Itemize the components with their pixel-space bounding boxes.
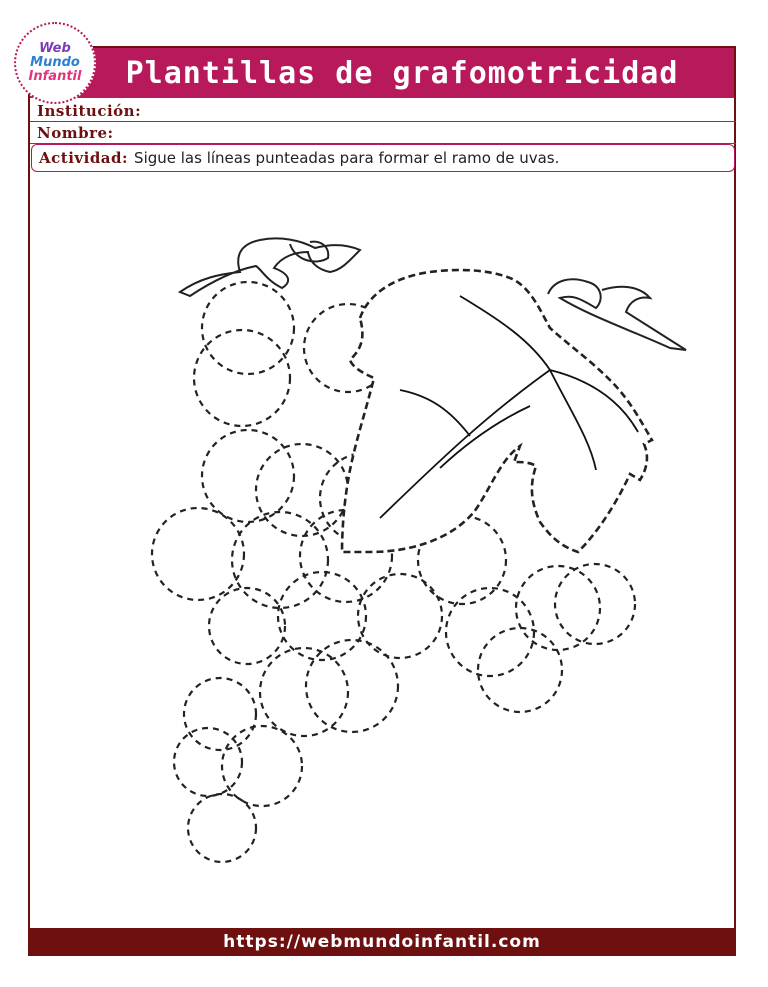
grape-5 — [256, 444, 348, 536]
grape-1 — [202, 282, 294, 374]
grape-23 — [188, 794, 256, 862]
field-actividad — [31, 144, 735, 172]
grape-8 — [232, 512, 328, 608]
grape-4 — [202, 430, 294, 522]
logo — [14, 22, 96, 104]
grape-19 — [260, 648, 348, 736]
field-actividad-text: Sigue las líneas punteadas para formar el ramo de uvas. — [134, 149, 560, 167]
field-nombre-label: Nombre: — [37, 123, 114, 142]
grape-14 — [446, 588, 534, 676]
grape-16 — [555, 564, 635, 644]
grape-7 — [152, 508, 244, 600]
logo-line-web: Web — [39, 41, 71, 56]
footer-url[interactable]: https://webmundoinfantil.com — [223, 932, 541, 952]
header-band — [30, 48, 734, 98]
grape-3 — [194, 330, 290, 426]
page-title: Plantillas de grafomotricidad — [125, 55, 679, 91]
grape-17 — [478, 628, 562, 712]
grape-12 — [358, 574, 442, 658]
logo-line-mundo: Mundo — [30, 55, 80, 70]
logo-line-infantil: Infantil — [28, 69, 82, 84]
field-actividad-label: Actividad: — [39, 149, 129, 167]
footer-band — [28, 928, 736, 956]
grape-20 — [184, 678, 256, 750]
field-institucion[interactable] — [30, 100, 736, 122]
field-institucion-label: Institución: — [37, 101, 142, 120]
grapes-icon — [30, 200, 710, 880]
grape-21 — [222, 726, 302, 806]
field-nombre[interactable] — [30, 122, 736, 144]
grape-15 — [516, 566, 600, 650]
grape-10 — [209, 588, 285, 664]
